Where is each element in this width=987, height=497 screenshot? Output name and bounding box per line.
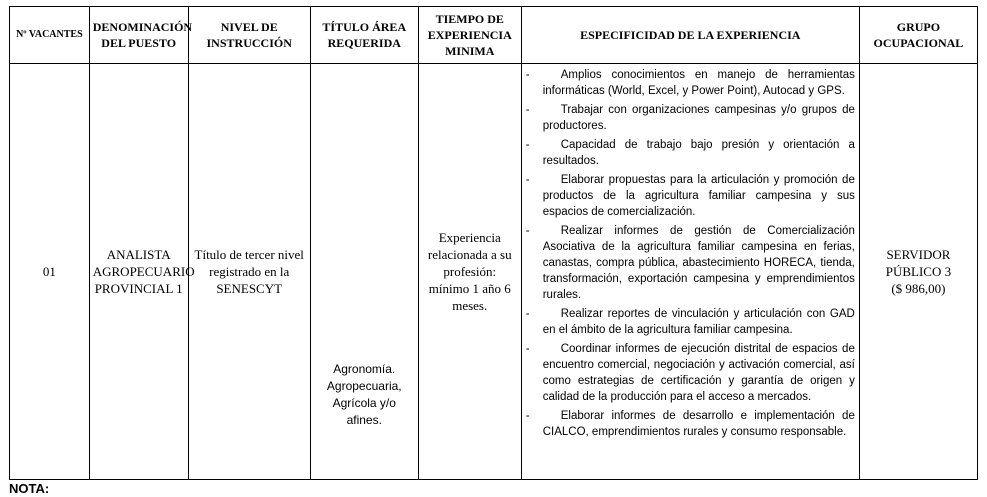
bullet-dash-icon: -	[525, 225, 530, 237]
bullet-dash-icon: -	[525, 174, 530, 186]
cell-tiempo-experiencia: Experiencia relacionada a su profesión: mínimo 1 año 6 meses.	[418, 64, 521, 480]
list-item-text: Capacidad de trabajo bajo presión y orientación a resultados.	[542, 139, 855, 167]
bullet-dash-icon: -	[525, 343, 530, 355]
bullet-dash-icon: -	[525, 308, 530, 320]
grupo-salary: ($ 986,00)	[891, 281, 946, 296]
header-especificidad: ESPECIFICIDAD DE LA EXPERIENCIA	[521, 7, 859, 64]
cell-vacantes: 01	[10, 64, 90, 480]
bullet-dash-icon: -	[525, 139, 530, 151]
list-item	[522, 64, 859, 101]
table-row	[10, 64, 978, 480]
list-item-text: Elaborar propuestas para la articulación y promoción de productos de la agricultura familiar campesina y sus espacios de comercialización.	[542, 174, 855, 218]
list-item-text: Coordinar informes de ejecución distrital de espacios de encuentro comercial, negociación y activación comercial, así como estrategias de certificación y garantía de origen y calidad de la producción para el acceso a mercados.	[542, 343, 855, 403]
bullet-dash-icon: -	[525, 69, 530, 81]
list-item	[522, 172, 859, 222]
list-item	[522, 137, 859, 171]
list-item	[522, 102, 859, 136]
header-denominacion: DENOMINACIÓN DEL PUESTO	[89, 7, 188, 64]
grupo-line-2: PÚBLICO 3	[885, 264, 952, 279]
list-item	[522, 408, 859, 442]
list-item-text: Realizar informes de gestión de Comercialización Asociativa de la agricultura familiar campesina en ferias, canastas, compra pública, abastecimiento HORECA, tienda, transformación, exportación campesina y emprendimientos rurales.	[542, 225, 855, 301]
header-titulo-area: TÍTULO ÁREA REQUERIDA	[310, 7, 418, 64]
cell-grupo-ocupacional	[859, 64, 977, 480]
cell-denominacion: ANALISTA AGROPECUARIO PROVINCIAL 1	[89, 64, 188, 480]
list-item	[522, 306, 859, 340]
header-tiempo-experiencia: TIEMPO DE EXPERIENCIA MINIMA	[418, 7, 521, 64]
header-grupo-ocupacional: GRUPO OCUPACIONAL	[859, 7, 977, 64]
list-item	[522, 223, 859, 305]
list-item-text: Amplios conocimientos en manejo de herramientas informáticas (World, Excel, y Power Point), Autocad y GPS.	[542, 69, 855, 97]
header-vacantes: Nº VACANTES	[10, 7, 90, 64]
list-item-text: Elaborar informes de desarrollo e implementación de CIALCO, emprendimientos rurales y consumo responsable.	[542, 410, 855, 438]
job-requirements-table	[9, 6, 978, 480]
titulo-area-text: Agronomía. Agropecuaria, Agrícola y/o afines.	[326, 362, 402, 427]
cell-titulo-area	[310, 64, 418, 480]
nota-label: NOTA:	[9, 481, 50, 496]
list-item-text: Trabajar con organizaciones campesinas y/o grupos de productores.	[542, 104, 855, 132]
header-row	[10, 7, 978, 64]
cell-especificidad	[521, 64, 859, 480]
bullet-dash-icon: -	[525, 410, 530, 422]
grupo-line-1: SERVIDOR	[886, 247, 951, 262]
header-nivel-instruccion: NIVEL DE INSTRUCCIÓN	[188, 7, 310, 64]
cell-nivel-instruccion: Título de tercer nivel registrado en la SENESCYT	[188, 64, 310, 480]
bullet-dash-icon: -	[525, 104, 530, 116]
list-item-text: Realizar reportes de vinculación y articulación con GAD en el ámbito de la agricultura familiar campesina.	[542, 308, 855, 336]
especificidad-list	[522, 64, 859, 442]
list-item	[522, 341, 859, 407]
